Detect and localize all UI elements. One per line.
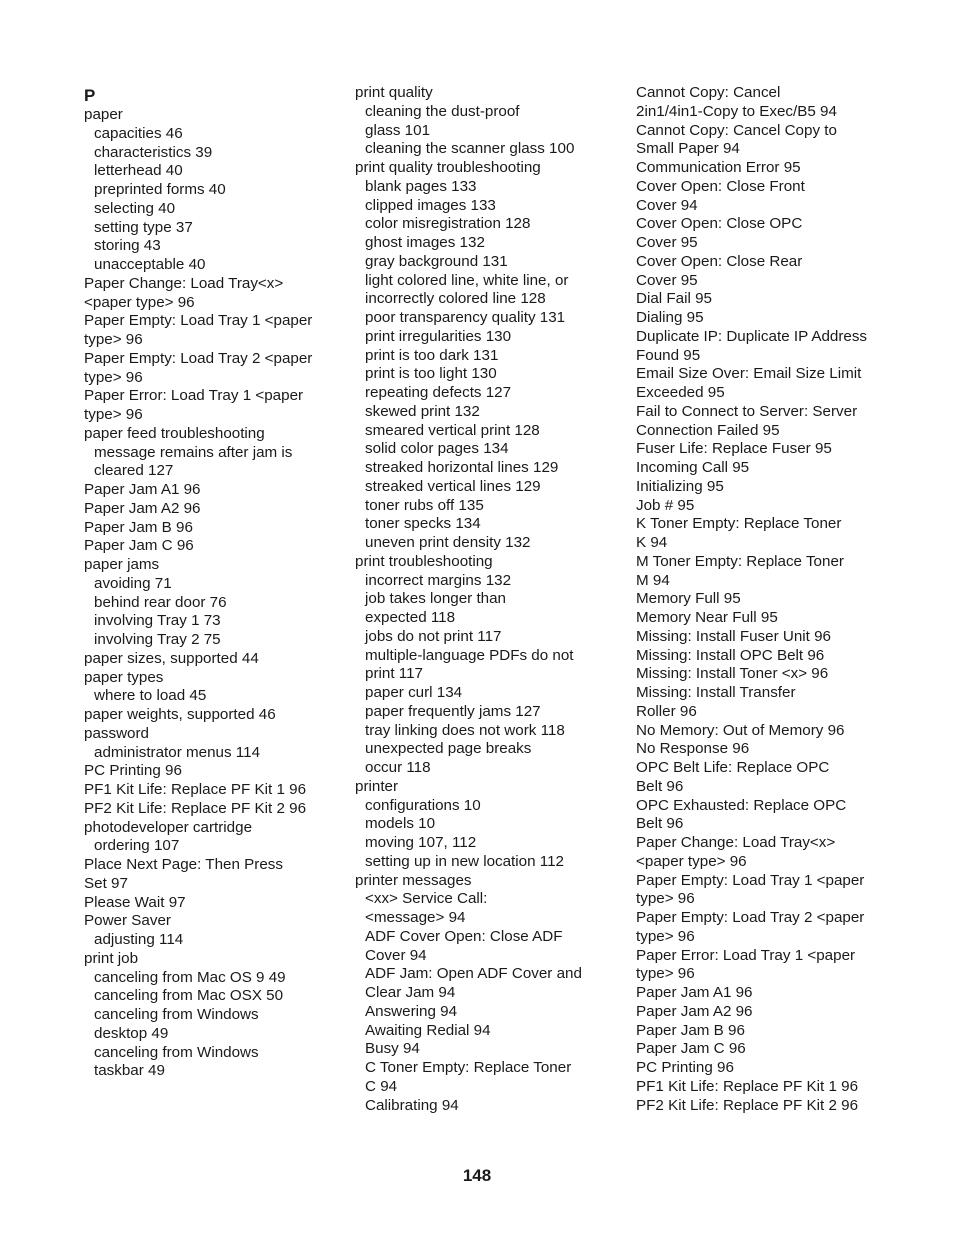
index-subentry: setting up in new location 112 [365,852,564,870]
index-entry: print troubleshooting [355,552,493,570]
index-entry: Please Wait 97 [84,893,186,911]
index-subentry: taskbar 49 [94,1062,165,1080]
index-entry: Cover 94 [636,196,698,214]
index-subentry: C 94 [365,1077,398,1095]
index-entry: Paper Empty: Load Tray 2 <paper [84,349,313,367]
index-entry: Paper Jam C 96 [84,537,194,555]
index-entry: PF2 Kit Life: Replace PF Kit 2 96 [636,1096,859,1114]
index-entry: Incoming Call 95 [636,459,750,476]
index-entry: Memory Full 95 [636,590,741,608]
index-subentry: administrator menus 114 [94,743,261,761]
index-subentry: clipped images 133 [365,196,496,214]
index-subentry: involving Tray 1 73 [94,612,221,630]
index-entry: Small Paper 94 [636,140,740,158]
index-entry: Cover Open: Close OPC [636,215,803,233]
index-entry: Connection Failed 95 [636,421,780,439]
index-entry: Cover Open: Close Front [636,177,805,195]
index-entry: Paper Jam C 96 [636,1040,746,1058]
index-subentry: ghost images 132 [365,234,485,251]
index-entry: Paper Error: Load Tray 1 <paper [636,946,856,964]
index-entry: photodeveloper cartridge [84,818,253,836]
index-subentry: streaked horizontal lines 129 [365,459,559,476]
index-entry: paper weights, supported 46 [84,706,276,723]
index-subentry: Cover 94 [365,946,427,964]
index-entry: Cannot Copy: Cancel [636,84,781,101]
index-entry: Paper Jam A2 96 [636,1002,753,1020]
index-subentry: message remains after jam is [94,443,293,461]
index-entry: <paper type> 96 [636,852,747,870]
index-entry: Paper Change: Load Tray<x> [84,274,284,292]
index-subentry: occur 118 [365,759,431,776]
index-subentry: characteristics 39 [94,143,213,161]
index-entry: Paper Jam B 96 [636,1021,745,1039]
index-entry: Missing: Install OPC Belt 96 [636,646,825,664]
index-entry: Fail to Connect to Server: Server [636,402,858,420]
index-entry: Found 95 [636,346,701,364]
index-subentry: paper frequently jams 127 [365,702,541,720]
section-letter: P [84,86,96,105]
index-subentry: print is too dark 131 [365,346,499,364]
index-entry: Cover Open: Close Rear [636,252,803,270]
index-entry: PF1 Kit Life: Replace PF Kit 1 96 [84,781,307,798]
index-subentry: letterhead 40 [94,162,183,180]
index-subentry: Busy 94 [365,1040,420,1058]
index-subentry: setting type 37 [94,218,193,236]
index-subentry: Clear Jam 94 [365,984,456,1001]
index-subentry: unexpected page breaks [365,740,532,758]
index-subentry: storing 43 [94,237,161,255]
index-subentry: canceling from Mac OS 9 49 [94,968,286,986]
index-entry: PF1 Kit Life: Replace PF Kit 1 96 [636,1077,859,1095]
index-subentry: toner rubs off 135 [365,496,484,514]
index-entry: Paper Empty: Load Tray 1 <paper [84,312,313,330]
index-entry: Paper Error: Load Tray 1 <paper [84,387,304,405]
index-subentry: color misregistration 128 [365,215,531,233]
index-entry: Missing: Install Fuser Unit 96 [636,627,831,645]
index-entry: OPC Exhausted: Replace OPC [636,796,847,814]
index-subentry: light colored line, white line, or [365,271,569,289]
index-subentry: involving Tray 2 75 [94,631,221,648]
index-subentry: behind rear door 76 [94,593,227,611]
index-entry: printer [355,777,399,795]
index-entry: type> 96 [84,406,143,423]
index-entry: type> 96 [636,965,695,983]
index-subentry: solid color pages 134 [365,440,509,458]
index-subentry: Awaiting Redial 94 [365,1021,491,1039]
index-entry: Job # 95 [636,496,695,514]
index-subentry: C Toner Empty: Replace Toner [365,1059,572,1076]
index-subentry: gray background 131 [365,252,508,270]
index-subentry: Answering 94 [365,1002,458,1020]
index-subentry: paper curl 134 [365,684,463,701]
index-entry: Cover 95 [636,234,698,251]
index-subentry: adjusting 114 [94,931,184,948]
index-entry: type> 96 [636,890,695,908]
index-subentry: smeared vertical print 128 [365,421,540,439]
index-subentry: job takes longer than [365,590,507,608]
index-subentry: multiple-language PDFs do not [365,646,574,664]
index-entry: Fuser Life: Replace Fuser 95 [636,440,832,458]
index-entry: No Response 96 [636,740,750,758]
index-entry: Paper Jam B 96 [84,518,193,536]
index-subentry: desktop 49 [94,1024,169,1042]
index-subentry: ADF Jam: Open ADF Cover and [365,965,582,983]
index-entry: printer messages [355,871,472,889]
index-entry: Belt 96 [636,777,684,795]
index-entry: Exceeded 95 [636,384,725,401]
index-subentry: where to load 45 [94,687,207,705]
index-entry: K Toner Empty: Replace Toner [636,515,842,533]
index-entry: Paper Empty: Load Tray 1 <paper [636,871,865,889]
index-subentry: incorrectly colored line 128 [365,290,546,308]
index-entry: Missing: Install Toner <x> 96 [636,665,829,683]
index-entry: Paper Jam A2 96 [84,499,201,517]
index-subentry: Calibrating 94 [365,1096,459,1114]
index-entry: PF2 Kit Life: Replace PF Kit 2 96 [84,799,307,817]
index-entry: M Toner Empty: Replace Toner [636,552,844,570]
index-subentry: poor transparency quality 131 [365,309,566,326]
index-entry: Duplicate IP: Duplicate IP Address [636,327,868,345]
index-subentry: capacities 46 [94,124,183,142]
index-entry: type> 96 [636,927,695,945]
index-entry: Power Saver [84,912,171,930]
index-entry: paper feed troubleshooting [84,424,265,442]
index-entry: Communication Error 95 [636,159,801,176]
index-entry: paper jams [84,556,160,573]
index-entry: Paper Jam A1 96 [84,481,201,498]
index-subentry: preprinted forms 40 [94,181,226,198]
index-subentry: <message> 94 [365,909,466,926]
index-entry: Place Next Page: Then Press [84,856,283,873]
index-entry: Belt 96 [636,815,684,833]
index-subentry: moving 107, 112 [365,834,477,851]
index-entry: Missing: Install Transfer [636,684,796,701]
index-entry: No Memory: Out of Memory 96 [636,721,845,739]
index-subentry: tray linking does not work 118 [365,721,565,739]
index-entry: print quality [355,84,433,101]
index-column-1 [84,84,334,1081]
index-column-3 [636,84,906,1115]
index-subentry: configurations 10 [365,796,481,814]
index-entry: Dial Fail 95 [636,290,712,308]
index-subentry: streaked vertical lines 129 [365,477,541,495]
index-entry: Dialing 95 [636,309,704,326]
index-entry: Paper Change: Load Tray<x> [636,834,836,851]
index-subentry: canceling from Windows [94,1043,259,1061]
index-subentry: ordering 107 [94,837,180,855]
index-entry: Paper Empty: Load Tray 2 <paper [636,909,865,926]
index-subentry: cleaning the dust-proof [365,102,520,120]
index-subentry: cleared 127 [94,462,174,480]
index-entry: print quality troubleshooting [355,159,541,176]
index-entry: PC Printing 96 [636,1059,734,1076]
index-subentry: skewed print 132 [365,402,480,420]
index-entry: Paper Jam A1 96 [636,984,753,1001]
index-entry: Cannot Copy: Cancel Copy to [636,121,837,139]
index-subentry: uneven print density 132 [365,534,531,551]
page-number: 148 [462,1166,492,1185]
index-subentry: print is too light 130 [365,365,497,383]
index-subentry: canceling from Mac OSX 50 [94,987,284,1005]
index-subentry: <xx> Service Call: [365,890,488,908]
index-subentry: print 117 [365,665,423,683]
index-subentry: unacceptable 40 [94,256,206,273]
index-subentry: expected 118 [365,609,456,626]
index-entry: type> 96 [84,368,143,386]
index-subentry: incorrect margins 132 [365,571,512,589]
index-subentry: toner specks 134 [365,515,481,533]
index-entry: password [84,724,149,742]
index-subentry: print irregularities 130 [365,327,512,345]
index-subentry: avoiding 71 [94,574,172,592]
index-subentry: models 10 [365,815,436,833]
index-entry: print job [84,949,139,967]
index-entry: paper [84,106,123,123]
index-subentry: jobs do not print 117 [365,627,502,645]
index-subentry: cleaning the scanner glass 100 [365,140,575,158]
index-subentry: selecting 40 [94,199,176,217]
index-subentry: canceling from Windows [94,1006,259,1023]
index-entry: Cover 95 [636,271,698,289]
index-entry: OPC Belt Life: Replace OPC [636,759,830,776]
index-entry: paper types [84,668,164,686]
index-subentry: ADF Cover Open: Close ADF [365,927,563,945]
index-subentry: glass 101 [365,121,431,139]
index-entry: Memory Near Full 95 [636,609,778,626]
index-entry: <paper type> 96 [84,293,195,311]
index-entry: Initializing 95 [636,477,724,495]
index-entry: Roller 96 [636,702,697,720]
index-entry: Set 97 [84,874,128,892]
index-entry: PC Printing 96 [84,762,182,780]
index-column-2 [355,84,617,1115]
index-entry: M 94 [636,571,670,589]
index-entry: K 94 [636,534,668,551]
index-entry: type> 96 [84,331,143,348]
index-entry: 2in1/4in1-Copy to Exec/B5 94 [636,102,837,120]
index-subentry: repeating defects 127 [365,384,512,401]
index-subentry: blank pages 133 [365,177,477,195]
index-entry: Email Size Over: Email Size Limit [636,365,862,383]
index-entry: paper sizes, supported 44 [84,649,259,667]
